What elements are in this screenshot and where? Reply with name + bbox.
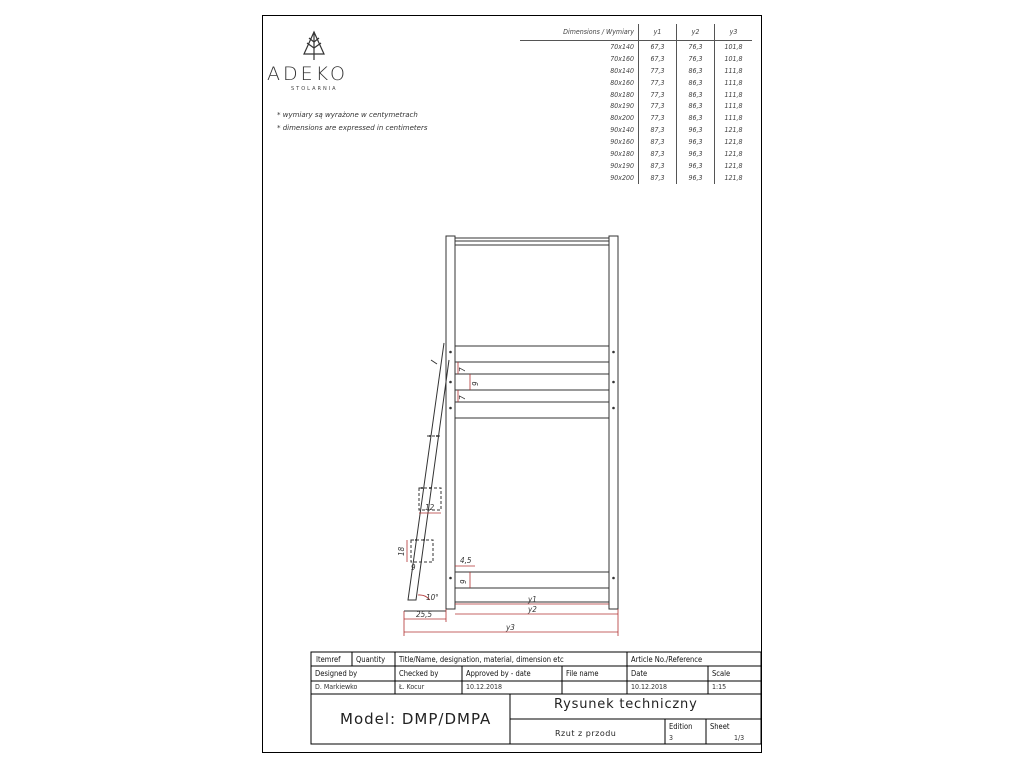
cell-y2: 96,3 (677, 160, 715, 172)
cell-y1: 87,3 (639, 160, 677, 172)
dim-9-upper: 9 (471, 381, 480, 386)
cell-y2: 96,3 (677, 136, 715, 148)
cell-y3: 121,8 (715, 148, 753, 160)
cell-y2: 86,3 (677, 89, 715, 101)
note-en: * dimensions are expressed in centimeters (277, 124, 428, 132)
tb-file-name: File name (566, 669, 599, 678)
cell-size: 70x160 (610, 54, 634, 63)
dim-7-lower: 7 (458, 395, 467, 400)
model-name: Model: DMP/DMPA (340, 710, 492, 728)
dim-9-bottom: 9 (459, 579, 468, 584)
tb-checked-by: Checked by (399, 669, 439, 678)
cell-y1: 87,3 (639, 172, 677, 184)
cell-y2: 76,3 (677, 53, 715, 65)
right-post (609, 236, 618, 609)
cell-y3: 101,8 (715, 41, 753, 53)
tb-date-label: Date (631, 669, 648, 678)
logo-subtitle: STOLARNIA (291, 86, 338, 92)
cell-y1: 77,3 (639, 77, 677, 89)
dim-y3: y3 (506, 623, 515, 632)
cell-size: 80x140 (610, 66, 634, 75)
header-y2: y2 (677, 24, 715, 41)
guard-board-1 (455, 346, 609, 362)
header-y1: y1 (639, 24, 677, 41)
tb-scale: 1:15 (712, 683, 727, 691)
header-y3: y3 (715, 24, 753, 41)
dim-9-ladder: 9 (411, 563, 416, 572)
cell-y1: 87,3 (639, 136, 677, 148)
cell-y3: 111,8 (715, 89, 753, 101)
note-pl: * wymiary są wyrażone w centymetrach (277, 111, 418, 119)
cell-size: 90x180 (610, 149, 634, 158)
tb-checker: Ł. Kocur (399, 683, 425, 691)
cell-y2: 96,3 (677, 124, 715, 136)
cell-y1: 77,3 (639, 100, 677, 112)
cell-y2: 86,3 (677, 77, 715, 89)
cell-y1: 67,3 (639, 53, 677, 65)
dim-y1: y1 (528, 595, 537, 604)
dim-4-5: 4,5 (460, 556, 472, 565)
header-dimensions: Dimensions / Wymiary (520, 24, 639, 41)
cell-size: 80x160 (610, 78, 634, 87)
cell-y2: 86,3 (677, 112, 715, 124)
cell-size: 80x200 (610, 114, 634, 123)
guard-board-3 (455, 402, 609, 418)
tb-title-desc: Title/Name, designation, material, dimension etc (399, 655, 564, 664)
cell-y3: 111,8 (715, 77, 753, 89)
cell-size: 90x190 (610, 161, 634, 170)
drawing-title: Rysunek techniczny (554, 697, 698, 712)
dim-12: 12 (425, 503, 435, 512)
cell-y1: 87,3 (639, 148, 677, 160)
cell-size: 80x180 (610, 90, 634, 99)
tb-date: 10.12.2018 (631, 683, 668, 691)
tb-approved-date: 10.12.2018 (466, 683, 503, 691)
cell-size: 70x140 (610, 42, 634, 51)
cell-y1: 77,3 (639, 112, 677, 124)
tb-designed-by: Designed by (315, 669, 358, 678)
cell-size: 90x140 (610, 126, 634, 135)
cell-y2: 86,3 (677, 100, 715, 112)
cell-y2: 96,3 (677, 148, 715, 160)
dim-y2: y2 (528, 605, 537, 614)
cell-y3: 101,8 (715, 53, 753, 65)
cell-y1: 77,3 (639, 89, 677, 101)
cell-y3: 111,8 (715, 112, 753, 124)
tb-sheet-label: Sheet (710, 722, 730, 731)
cell-y3: 121,8 (715, 124, 753, 136)
ladder-rail (408, 343, 449, 600)
cell-y3: 121,8 (715, 172, 753, 184)
dim-25-5: 25,5 (416, 610, 433, 619)
bottom-board (455, 572, 609, 588)
cell-y1: 87,3 (639, 124, 677, 136)
cell-size: 90x200 (610, 173, 634, 182)
tb-itemref: Itemref (316, 655, 341, 664)
tb-scale-label: Scale (712, 669, 731, 678)
logo-wordmark: ADEKO (267, 63, 349, 85)
tb-designer: D. Markiewko (315, 683, 358, 691)
tb-approved: Approved by - date (466, 669, 531, 678)
tb-sheet: 1/3 (734, 734, 745, 742)
tb-quantity: Quantity (356, 655, 386, 664)
left-post (446, 236, 455, 609)
cell-size: 80x190 (610, 102, 634, 111)
dim-18: 18 (397, 546, 406, 556)
dim-angle-10: 10° (426, 593, 439, 602)
tb-edition: 3 (669, 734, 674, 742)
cell-y3: 121,8 (715, 136, 753, 148)
cell-y3: 111,8 (715, 65, 753, 77)
cell-y1: 77,3 (639, 65, 677, 77)
cell-y2: 96,3 (677, 172, 715, 184)
cell-size: 90x160 (610, 138, 634, 147)
cell-y2: 76,3 (677, 41, 715, 53)
view-name: Rzut z przodu (555, 729, 617, 738)
cell-y3: 111,8 (715, 100, 753, 112)
dim-7-upper: 7 (458, 367, 467, 372)
cell-y3: 121,8 (715, 160, 753, 172)
cell-y1: 67,3 (639, 41, 677, 53)
tb-edition-label: Edition (669, 722, 693, 731)
cell-y2: 86,3 (677, 65, 715, 77)
tb-article: Article No./Reference (631, 655, 703, 664)
